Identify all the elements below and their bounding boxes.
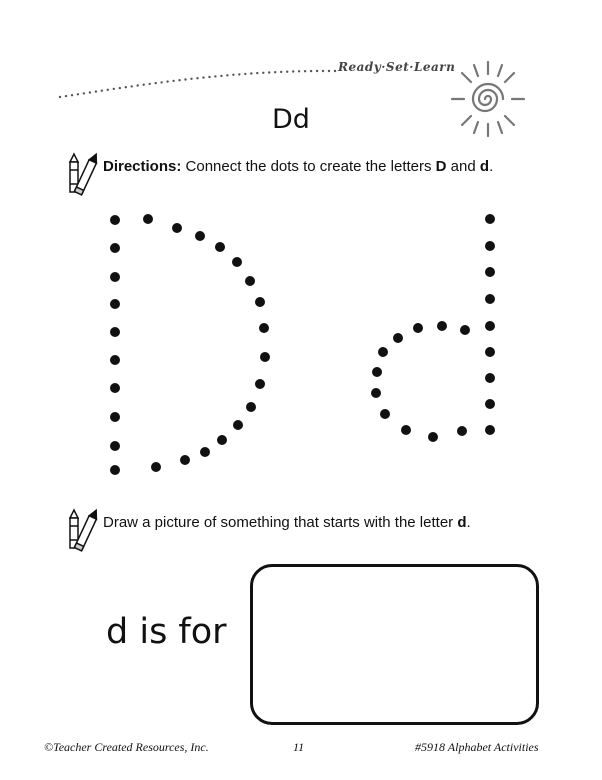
letter-dot <box>485 241 495 251</box>
letter-dot <box>110 465 120 475</box>
letter-dot <box>485 347 495 357</box>
letter-dot <box>143 214 153 224</box>
letter-dot <box>485 425 495 435</box>
letter-dot <box>245 276 255 286</box>
directions-label: Directions: <box>103 158 182 175</box>
letter-dot <box>217 435 227 445</box>
letter-dot <box>485 321 495 331</box>
letter-dot <box>110 383 120 393</box>
letter-dot <box>485 399 495 409</box>
letter-dot <box>246 402 256 412</box>
letter-dot <box>110 243 120 253</box>
letter-dot <box>428 432 438 442</box>
letter-dot <box>215 242 225 252</box>
letter-dot <box>393 333 403 343</box>
directions-text: Directions: Connect the dots to create the letters D and d. <box>103 158 494 175</box>
ready-set-learn-logo: Ready·Set·Learn <box>338 60 456 74</box>
letter-dot <box>233 420 243 430</box>
letter-dot <box>371 388 381 398</box>
letter-dot <box>485 214 495 224</box>
letter-dot <box>110 215 120 225</box>
letter-dot <box>172 223 182 233</box>
crayon-pencil-icon <box>64 506 98 556</box>
letter-dot <box>110 327 120 337</box>
d-is-for-label: d is for <box>106 612 227 652</box>
letter-dot <box>180 455 190 465</box>
letter-dot <box>110 299 120 309</box>
letter-dot <box>151 462 161 472</box>
letter-dot <box>380 409 390 419</box>
letter-dot <box>110 355 120 365</box>
letter-dot <box>259 323 269 333</box>
page-title: Dd <box>272 104 310 135</box>
drawing-box[interactable] <box>250 564 539 725</box>
letter-dot <box>485 373 495 383</box>
letter-dot <box>255 379 265 389</box>
letter-dot <box>110 441 120 451</box>
letter-dot <box>195 231 205 241</box>
footer-book-title: #5918 Alphabet Activities <box>415 740 539 754</box>
footer-page-number: 11 <box>293 740 305 754</box>
dotted-lowercase-d <box>371 214 495 442</box>
letter-dot <box>437 321 447 331</box>
letter-dot <box>200 447 210 457</box>
dotted-uppercase-d <box>110 214 270 475</box>
letter-dot <box>255 297 265 307</box>
letter-dot <box>378 347 388 357</box>
letter-dot <box>232 257 242 267</box>
letter-dot <box>260 352 270 362</box>
letter-dot <box>485 294 495 304</box>
letter-dot <box>110 412 120 422</box>
footer-copyright: ©Teacher Created Resources, Inc. <box>44 740 209 754</box>
letter-dot <box>457 426 467 436</box>
letter-dot <box>401 425 411 435</box>
letter-dot <box>372 367 382 377</box>
draw-instruction: Draw a picture of something that starts with the letter d. <box>103 514 471 531</box>
letter-dot <box>460 325 470 335</box>
letter-dot <box>110 272 120 282</box>
letter-dot <box>485 267 495 277</box>
letter-dot <box>413 323 423 333</box>
